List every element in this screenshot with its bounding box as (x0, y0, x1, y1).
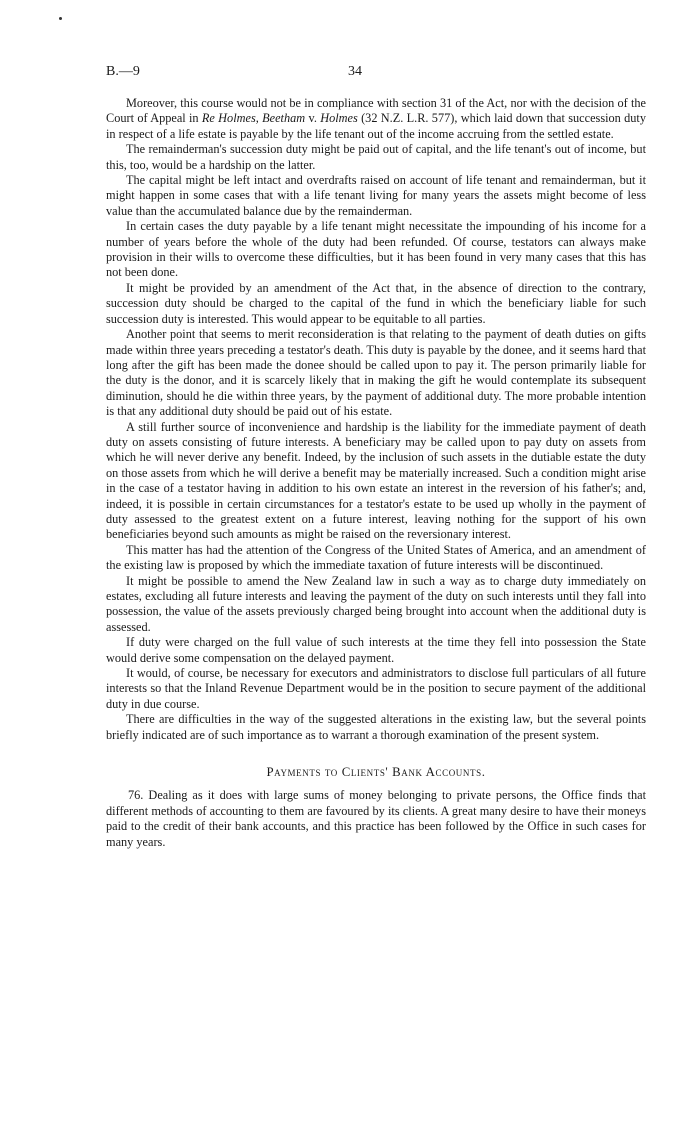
paragraph: The capital might be left intact and overdrafts raised on account of life tenant and remainderman, but it might happen in some cases that with a life tenant living for many years the assets might become of less value than the accumulated balance due by the remainderman. (106, 173, 646, 218)
paragraph: A still further source of inconvenience and hardship is the liability for the immediate payment of death duty on assets consisting of future interests. A beneficiary may be called upon to pay duty on assets from which he will never derive any benefit. Indeed, by the inclusion of such assets in the dutiable estate the duty on those assets from which he will derive a benefit may be materially increased. Such a condition might arise in the case of a testator having in addition to his own estate an interest in the reversion of his father's; and, indeed, it is possible in certain circumstances for a testator's estate to be used up wholly in the payment of duty assessed to the greatest extent on a future interest, leaving nothing for the support of his own beneficiaries beyond such amounts as might be raised on the reversionary interest. (106, 419, 646, 542)
section-heading: Payments to Clients' Bank Accounts. (266, 765, 486, 780)
paragraph: The remainderman's succession duty might be paid out of capital, and the life tenant's out of income, but this, too, would be a hardship on the latter. (106, 142, 646, 172)
paragraph: It would, of course, be necessary for executors and administrators to disclose full particulars of all future interests so that the Inland Revenue Department would be in the position to secure payment of the additional duty in due course. (106, 666, 646, 711)
document-code: B.—9 (106, 64, 140, 79)
paragraph: It might be provided by an amendment of the Act that, in the absence of direction to the contrary, succession duty should be charged to the capital of the fund in which the beneficiary liable for such succession duty is interested. This would appear to be equitable to all parties. (106, 280, 646, 326)
paragraph: If duty were charged on the full value of such interests at the time they fell into possession the State would derive some compensation on the delayed payment. (106, 635, 646, 665)
paragraph: Another point that seems to merit reconsideration is that relating to the payment of death duties on gifts made within three years preceding a testator's death. This duty is payable by the donee, and it seems hard that long after the gift has been made the donee should be called upon to pay it. The person primarily liable for the duty is the donor, and it is scarcely likely that in making the gift he would contemplate its subsequent diminution, should he die within three years, by the payment of additional duty. The more probable intention is that any additional duty should be paid out of his estate. (106, 327, 646, 419)
paragraph-76: 76. Dealing as it does with large sums of money belonging to private persons, the Office finds that different methods of accounting to them are favoured by its clients. A great many desire to have their moneys paid to the credit of their bank accounts, and this practice has been followed by the Office in such cases for many years. (106, 788, 646, 849)
paragraph: Moreover, this course would not be in compliance with section 31 of the Act, nor with the decision of the Court of Appeal in Re Holmes, Beetham v. Holmes (32 N.Z. L.R. 577), which laid down that succession duty in respect of a life estate is payable by the life tenant out of the income accruing from the settled estate. (106, 96, 646, 141)
paragraph: It might be possible to amend the New Zealand law in such a way as to charge duty immediately on estates, excluding all future interests and leaving the payment of the duty on such interests until they fall into possession, the value of the assets previously charged being brought into account when the additional duty is assessed. (106, 573, 646, 634)
paragraph: This matter has had the attention of the Congress of the United States of America, and an amendment of the existing law is proposed by which the immediate taxation of future interests will be discontinued. (106, 542, 646, 573)
case-citation-re: Re Holmes, Beetham (201, 111, 306, 126)
paragraph: There are difficulties in the way of the suggested alterations in the existing law, but the several points briefly indicated are of such importance as to warrant a thorough examination of the present system. (106, 712, 646, 742)
page-header (106, 64, 646, 84)
case-citation-holmes: Holmes (320, 111, 358, 126)
page-number: 34 (348, 64, 362, 79)
paragraph: In certain cases the duty payable by a life tenant might necessitate the impounding of his income for a number of years before the whole of the duty had been refunded. Of course, testators can always make provision in their wills to overcome these difficulties, but it has been found in very many cases that this has not been done. (106, 219, 646, 280)
margin-dot (59, 17, 62, 20)
page-body (106, 96, 646, 850)
